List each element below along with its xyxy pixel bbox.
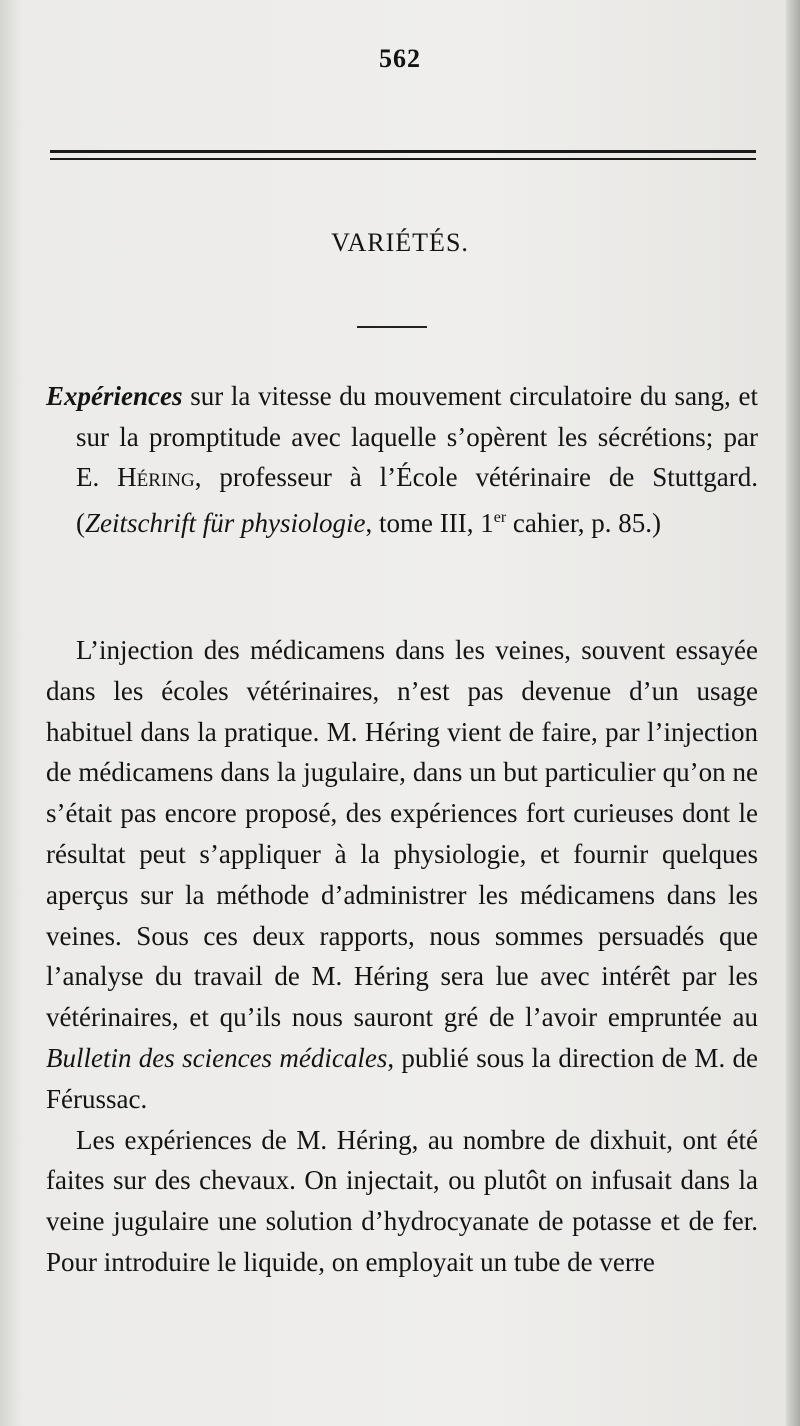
article-ordinal: er [493, 508, 507, 526]
paragraph-1-part1: L’injection des médicamens dans les veines, souvent essayée dans les écoles vétérinaires, n’est pas devenue d’un usage habituel dans la pratique. M. Héring vient de faire, par l’injection de médicamens dans la jugulaire, dans un but particulier qu’on ne s’était pas encore proposé, des expériences fort curieuses dont le résultat peut s’appliquer à la physiologie, et fournir quelques aperçus sur la méthode d’administrer les médicamens dans les veines. Sous ces deux rapports, nous sommes persuadés que l’analyse du travail de M. Héring sera lue avec intérêt par les vétérinaires, et qu’ils nous sauront gré de l’avoir empruntée au [46, 635, 758, 1033]
article-heading [46, 376, 758, 543]
article-title-part2: , professeur à l’École vétérinaire de Stuttgard. ( [76, 462, 759, 538]
header-rule-thin [50, 158, 756, 160]
section-title: VARIÉTÉS. [331, 228, 469, 257]
article-title-part3: , tome III, 1 [365, 507, 494, 538]
paragraph-1 [46, 630, 758, 1120]
paragraph-2: Les expériences de M. Héring, au nombre de dixhuit, ont été faites sur des chevaux. On injectait, ou plutôt on infusait dans la veine jugulaire une solution d’hydrocyanate de potasse et de fer. Pour introduire le liquide, on employait un tube de verre [46, 1124, 758, 1277]
section-divider [357, 326, 427, 328]
paragraph-1-italic: Bulletin des sciences médicales [46, 1042, 388, 1073]
paragraph-1-part2: , publié sous la direction de M. de Férussac. [46, 1042, 758, 1114]
article-title-lead: Expériences [46, 381, 183, 411]
article-title-part4: cahier, p. 85.) [506, 507, 662, 538]
header-rule-thick [50, 150, 756, 153]
article-body [46, 630, 758, 1283]
article-journal: Zeitschrift für physiologie [85, 507, 366, 538]
article-author: Héring [117, 462, 195, 492]
article-title-part1: sur la vitesse du mouvement circulatoire du sang, et sur la promptitude avec laquelle s’opèrent les sécrétions; par E. [76, 381, 758, 492]
page-number: 562 [379, 44, 421, 73]
article-heading-text [46, 376, 758, 543]
page-edge-shadow [786, 0, 800, 1426]
